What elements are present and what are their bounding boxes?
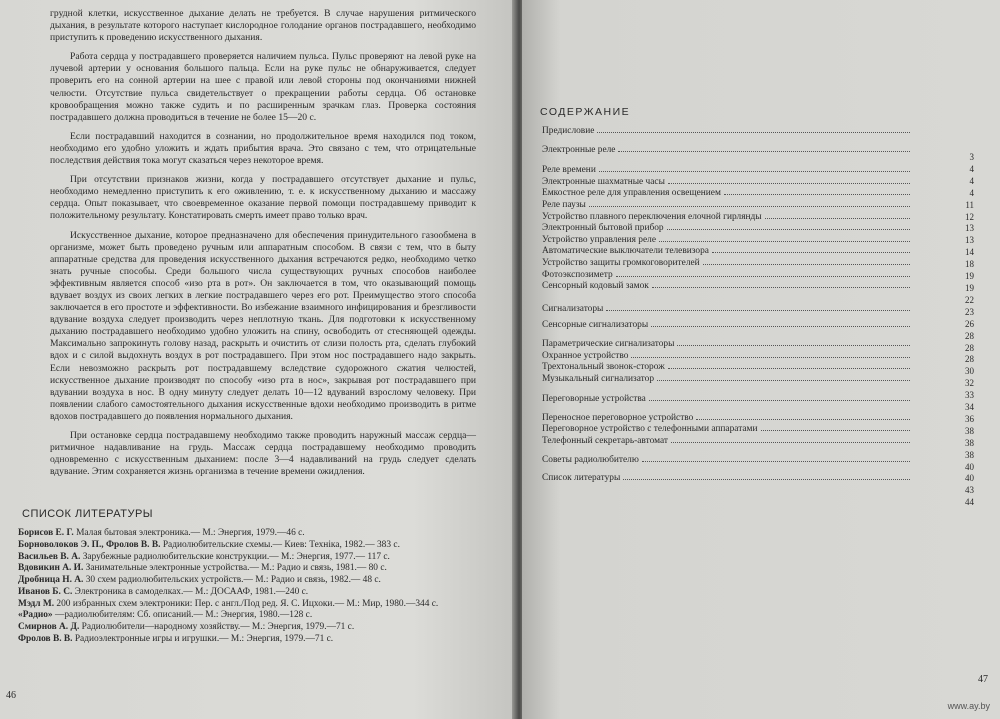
body-text [50, 8, 476, 478]
reference-item: Васильев В. А. Зарубежные радиолюбительские конструкции.— М.: Энергия, 1977.— 117 с. [18, 551, 390, 562]
paragraph: грудной клетки, искусственное дыхание делать не требуется. В случае нарушения ритмического дыхания, в результате которого наступает кислородное голодание органов пострадавшего, необходимо приступить к проведению искусственного дыхания. [50, 8, 476, 44]
toc-entry-title: Устройство управления реле [542, 234, 656, 245]
toc-leader [659, 241, 910, 242]
reference-item: «Радио» —радиолюбителям: Сб. описаний.— М.: Энергия, 1980.—128 с. [18, 610, 313, 621]
toc-leader [652, 287, 910, 288]
toc-page-number: 28 [965, 330, 974, 341]
toc-leader [642, 461, 910, 462]
toc-page-number: 38 [965, 437, 974, 448]
toc-entry-title: Сенсорные сигнализаторы [542, 320, 649, 331]
toc-entry-title: Музыкальный сигнализатор [542, 373, 655, 384]
toc-entry-title: Емкостное реле для управления освещением [542, 188, 721, 199]
reference-item: Дробница Н. А. 30 схем радиолюбительских устройств.— М.: Радио и связь, 1982.— 48 с. [18, 575, 381, 586]
toc-leader [677, 345, 910, 346]
reference-item: Смирнов А. Д. Радиолюбители—народному хозяйству.— М.: Энергия, 1979.—71 с. [18, 622, 355, 633]
toc-leader [712, 252, 910, 253]
toc-leader [668, 183, 910, 184]
toc-page-number: 4 [969, 175, 974, 186]
toc-entry [542, 424, 912, 435]
toc-title: СОДЕРЖАНИЕ [540, 106, 631, 118]
toc-leader [668, 368, 910, 369]
toc-page-number: 28 [965, 354, 974, 365]
reference-item: Борисов Е. Г. Малая бытовая электроника.— М.: Энергия, 1979.—46 с. [18, 528, 305, 538]
toc-leader [589, 206, 910, 207]
toc-page-number: 28 [965, 342, 974, 353]
toc-entry-title: Электронные реле [542, 144, 616, 155]
toc-entry-title: Переговорные устройства [542, 394, 646, 405]
toc-leader [649, 400, 910, 401]
toc-entry-title: Фотоэкспозиметр [542, 269, 613, 280]
toc-leader [761, 430, 910, 431]
paragraph: Искусственное дыхание, которое предназначено для обеспечения принудительного газообмена в организме, может быть проведено ручным или аппаратным способом. В связи с тем, что в быту аппаратные средства для проведения искусственного дыхания встречаются редко, необходимо четко знать ручные способы. Среди большого числа существующих ручных способов наиболее эффективным является способ «изо рта в рот». Он заключается в том, что оказывающий помощь вдувает воздух из своих легких в легкие пострадавшего через его рот. Преимущество этого способа заключается в его простоте и эффективности. Во избежание взаимного инфицирования и брезгливости вдувание воздуха следует производить через неплотную ткань. Для подготовки к искусственному дыханию пострадавшего необходимо удобно уложить на спину, освободить от стесняющей одежды. Максимально запрокинуть голову назад, раскрыть и очистить от слизи полость рта, сделать глубокий вдох и с силой выдохнуть воздух в рот пострадавшего. При этом нос пострадавшего надо закрыть. Если невозможно раскрыть рот пострадавшему вследствие судорожного сжатия челюстей, искусственное дыхание производят по способу «изо рта в нос», закрывая рот пострадавшего при вдувании воздуха в нос. В одну минуту следует делать 10—12 вдуваний взрослому человеку. При появлении слабого самостоятельного дыхания искусственные вдохи необходимо производить в ритме вдохов пострадавшего до появления нормального дыхания. [50, 229, 476, 422]
page-number-left: 46 [6, 690, 16, 701]
toc-page-number: 11 [965, 199, 974, 210]
toc-entry [542, 246, 912, 257]
paragraph: Работа сердца у пострадавшего проверяется наличием пульса. Пульс проверяют на левой руке на лучевой артерии у основания большого пальца. Если на руке пульс не обнаруживается, следует проверить его на сонной артерии на шее с правой или левой стороны под окончаниями нижней челюсти. Отсутствие пульса свидетельствует о прекращении работы сердца. Об остановке кровообращения можно также судить и по расширенным зрачкам глаз. Проверка состояния пострадавшего должна проводиться в течение не более 15—20 с. [50, 51, 476, 123]
toc-page-number: 19 [965, 282, 974, 293]
toc-entry [542, 362, 912, 373]
toc-entry [542, 473, 912, 484]
toc-page-number: 26 [965, 318, 974, 329]
toc-leader [724, 194, 910, 195]
toc-page-number: 30 [965, 366, 974, 377]
toc-entry [542, 270, 912, 281]
toc-entry [542, 200, 912, 211]
toc-leader [597, 132, 910, 133]
toc-entry [542, 351, 912, 362]
reference-item: Мэдл М. 200 избранных схем электроники: Пер. с англ./Под ред. Я. С. Ицхоки.— М.: Мир, 1980.—344 с. [18, 598, 439, 609]
toc-leader [623, 479, 910, 480]
toc-page-number: 38 [965, 425, 974, 436]
toc-entry-title: Сенсорный кодовый замок [542, 281, 649, 292]
references-list [18, 528, 488, 646]
toc-entry-title: Охранное устройство [542, 350, 629, 361]
toc-entry [542, 394, 912, 405]
toc-entry-title: Электронные шахматные часы [542, 176, 665, 187]
toc-entry [542, 165, 912, 176]
toc-page-number: 36 [965, 413, 974, 424]
toc-page-number: 32 [965, 378, 974, 389]
reference-item: Вдовикин А. И. Занимательные электронные устройства.— М.: Радио и связь, 1981.— 80 с. [18, 563, 387, 574]
toc-entry [542, 374, 912, 385]
toc-entry-title: Переносное переговорное устройство [542, 412, 694, 423]
toc-entry [542, 212, 912, 223]
toc-leader [667, 229, 910, 230]
paragraph: Если пострадавший находится в сознании, но продолжительное время находился под током, необходимо его удобно уложить и ждать прибытия врача. Это связано с тем, что отрицательные последствия действия тока могут сказаться через некоторое время. [50, 130, 476, 167]
toc-entry [542, 258, 912, 269]
toc-page-number: 22 [965, 294, 974, 305]
toc-leader [616, 276, 910, 277]
toc-leader [671, 442, 910, 443]
toc-page-number: 43 [965, 485, 974, 496]
toc-entry [542, 455, 912, 466]
toc-page-number: 23 [965, 306, 974, 317]
toc-entry [542, 304, 912, 315]
toc-leader [703, 264, 910, 265]
toc-page-number: 19 [965, 271, 974, 282]
toc-page-number: 13 [965, 223, 974, 234]
toc-leader [631, 357, 910, 358]
toc-page-number: 40 [965, 461, 974, 472]
toc-entry-title: Устройство защиты громкоговорителей [542, 257, 700, 268]
toc-entries [542, 126, 912, 484]
toc-entry-title: Предисловие [542, 126, 595, 136]
toc-page-number: 38 [965, 449, 974, 460]
toc-page-numbers [934, 152, 974, 509]
toc-entry-title: Сигнализаторы [542, 303, 604, 314]
toc-page-number: 44 [965, 497, 974, 508]
paragraph: При отсутствии признаков жизни, когда у пострадавшего отсутствует дыхание и пульс, необходимо немедленно приступить к его оживлению, т. е. к искусственному дыханию и массажу сердца. Опыт показывает, что своевременное оказание первой помощи пострадавшему приводит к положительному результату. Констатировать смерть имеет право только врач. [50, 174, 476, 222]
toc-page-number: 33 [965, 390, 974, 401]
reference-item: Фролов В. В. Радиоэлектронные игры и игрушки.— М.: Энергия, 1979.—71 с. [18, 634, 334, 645]
toc-entry-title: Электронный бытовой прибор [542, 223, 664, 234]
toc-entry [542, 223, 912, 234]
toc-entry-title: Реле паузы [542, 199, 586, 210]
watermark: www.ay.by [947, 701, 990, 711]
toc-page-number: 12 [965, 211, 974, 222]
toc-entry-title: Телефонный секретарь-автомат [542, 436, 668, 447]
reference-item: Иванов Б. С. Электроника в самоделках.— М.: ДОСААФ, 1981.—240 с. [18, 586, 309, 597]
toc-entry-title: Устройство плавного переключения елочной гирлянды [542, 211, 762, 222]
toc-page-number: 34 [965, 402, 974, 413]
toc-leader [618, 151, 910, 152]
toc-leader [696, 419, 910, 420]
toc-leader [651, 326, 910, 327]
toc-leader [599, 171, 910, 172]
toc-page-number: 18 [965, 259, 974, 270]
toc-entry [542, 320, 912, 331]
toc-entry-title: Реле времени [542, 165, 596, 176]
references-heading: СПИСОК ЛИТЕРАТУРЫ [22, 508, 154, 520]
page-number-right: 47 [978, 674, 988, 685]
toc-entry [542, 145, 912, 156]
toc-entry [542, 126, 912, 137]
toc-leader [606, 310, 910, 311]
toc-page-number: 13 [965, 235, 974, 246]
toc-entry [542, 339, 912, 350]
toc-page-number: 40 [965, 473, 974, 484]
right-page [522, 0, 1000, 719]
toc-entry [542, 436, 912, 447]
toc-page-number: 4 [969, 163, 974, 174]
toc-entry [542, 413, 912, 424]
toc-entry [542, 188, 912, 199]
paragraph: При остановке сердца пострадавшему необходимо также проводить наружный массаж сердца—ритмичное надавливание на грудь. Массаж сердца пострадавшему необходимо проводить одновременно с искусственным дыханием: после 3—4 надавливаний на грудь следует сделать вдувание. Этим сохраняется жизнь организма в течение времени ожидления. [50, 430, 476, 478]
toc-entry [542, 235, 912, 246]
toc-entry-title: Советы радиолюбителю [542, 454, 639, 465]
toc-entry-title: Список литературы [542, 473, 621, 484]
toc-leader [657, 380, 910, 381]
toc-page-number: 3 [969, 152, 974, 162]
toc-entry-title: Параметрические сигнализаторы [542, 338, 675, 349]
toc-entry [542, 177, 912, 188]
reference-item: Борноволоков Э. П., Фролов В. В. Радиолюбительские схемы.— Киев: Техніка, 1982.— 383 с. [18, 539, 400, 550]
toc-entry-title: Переговорное устройство с телефонными аппаратами [542, 424, 758, 435]
toc-entry-title: Автоматические выключатели телевизора [542, 246, 709, 257]
toc-entry-title: Трехтональный звонок-сторож [542, 362, 665, 373]
toc-page-number: 14 [965, 247, 974, 258]
toc-entry [542, 281, 912, 292]
toc-page-number: 4 [969, 187, 974, 198]
toc-leader [765, 218, 910, 219]
